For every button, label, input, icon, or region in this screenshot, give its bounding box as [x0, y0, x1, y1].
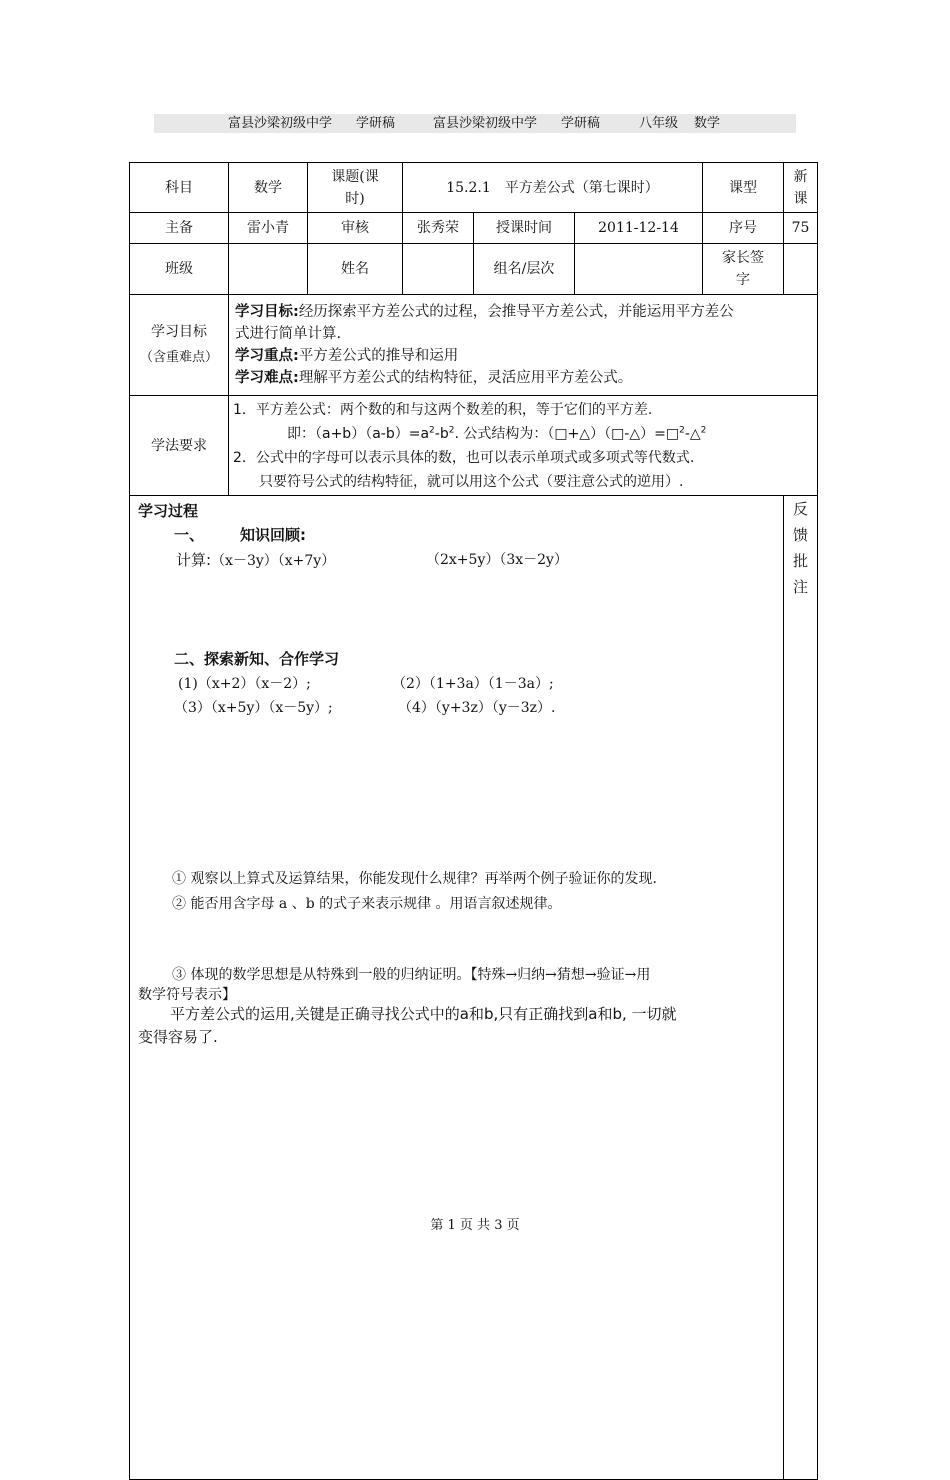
formula-sup-3: 2	[679, 424, 685, 435]
section-1-number: 一、	[174, 526, 205, 544]
row-lead	[130, 213, 818, 244]
name-label: 姓名	[308, 244, 403, 295]
question-3-line-1: ③ 体现的数学思想是从特殊到一般的归纳证明。【特殊→归纳→猜想→验证→用	[172, 967, 651, 983]
example-4: （4）（y+3z）（y－3z）.	[398, 700, 556, 716]
method-label: 学法要求	[130, 396, 229, 496]
lead-label: 主备	[130, 213, 229, 244]
feedback-char-4: 注	[792, 578, 808, 596]
type-label: 课型	[703, 163, 784, 213]
formula-part-b: -b	[434, 425, 449, 442]
topic-label-line-1: 课题(课	[331, 168, 379, 185]
note-line-2: 变得容易了.	[138, 1028, 218, 1046]
goals-content	[229, 295, 818, 396]
group-value	[575, 244, 703, 295]
lesson-plan-table	[129, 162, 818, 1480]
type-value-line-2: 课	[793, 190, 808, 207]
difficulty-text: 理解平方差公式的结构特征，灵活应用平方差公式。	[298, 370, 633, 386]
calc-label: 计算:	[176, 551, 212, 569]
formula-sup-1: 2	[429, 424, 435, 435]
example-1: (1)（x+2）（x－2）;	[178, 676, 311, 692]
formula-sup-2: 2	[448, 424, 455, 435]
example-3: （3）（x+5y）（x－5y）;	[174, 700, 333, 716]
feedback-char-2: 馈	[792, 526, 808, 544]
feedback-char-3: 批	[792, 552, 808, 570]
type-value	[784, 163, 818, 213]
key-point-text: 平方差公式的推导和运用	[298, 348, 459, 364]
difficulty-title: 学习难点:	[235, 370, 299, 386]
topic-value: 15.2.1 平方差公式（第七课时）	[403, 163, 703, 213]
name-value	[403, 244, 474, 295]
question-1: ① 观察以上算式及运算结果，你能发现什么规律？再举两个例子验证你的发现.	[172, 871, 657, 887]
process-title: 学习过程	[138, 502, 199, 520]
method-line-2	[233, 422, 817, 446]
type-value-line-1: 新	[793, 168, 808, 185]
formula-part-d: -△	[684, 425, 701, 442]
formula-sup-4: 2	[700, 424, 707, 435]
row-method	[130, 396, 818, 496]
lead-value: 雷小青	[229, 213, 308, 244]
goals-label: 学习目标	[151, 324, 207, 340]
goals-label-cell	[130, 295, 229, 396]
topic-label	[308, 163, 403, 213]
question-2: ② 能否用含字母 a 、b 的式子来表示规律 。用语言叙述规律。	[172, 896, 562, 912]
page-header	[154, 114, 796, 133]
page-footer: 第 1 页 共 3 页	[430, 1218, 520, 1233]
calc-expression-1: （x－3y）（x+7y）	[211, 553, 336, 569]
formula-part-a: 即：（a+b）（a-b）=a	[287, 425, 430, 442]
parent-sign-value	[784, 244, 818, 295]
section-2-title: 二、探索新知、合作学习	[174, 650, 340, 668]
header-school-1: 富县沙梁初级中学	[228, 116, 333, 131]
group-label: 组名/层次	[474, 244, 575, 295]
process-content	[130, 496, 784, 1480]
review-label: 审核	[308, 213, 403, 244]
parent-sign-line-2: 字	[736, 272, 750, 288]
example-2: （2）（1+3a）（1－3a）;	[392, 676, 554, 692]
parent-sign-line-1: 家长签	[722, 250, 764, 266]
review-value: 张秀荣	[403, 213, 474, 244]
goal-text-1: 经历探索平方差公式的过程，会推导平方差公式，并能运用平方差公	[298, 304, 734, 320]
class-value	[229, 244, 308, 295]
method-content	[229, 396, 818, 496]
feedback-column	[784, 496, 818, 1480]
row-process	[130, 496, 818, 1480]
method-line-3: 2．公式中的字母可以表示具体的数，也可以表示单项式或多项式等代数式.	[233, 449, 695, 466]
calc-expression-2: （2x+5y）（3x－2y）	[426, 552, 568, 568]
topic-label-line-2: 时)	[345, 190, 365, 207]
seq-label: 序号	[703, 213, 784, 244]
formula-part-c: . 公式结构为：（□+△）（□-△）=□	[454, 425, 680, 442]
time-value: 2011-12-14	[575, 213, 703, 244]
header-doc-1: 学研稿	[356, 116, 396, 131]
section-1-title: 知识回顾:	[240, 526, 306, 544]
question-3-line-2: 数学符号表示】	[138, 987, 236, 1003]
seq-value: 75	[784, 213, 818, 244]
method-line-4: 只要符号公式的结构特征，就可以用这个公式（要注意公式的逆用）.	[259, 473, 684, 490]
parent-sign-label	[703, 244, 784, 295]
class-label: 班级	[130, 244, 229, 295]
time-label: 授课时间	[474, 213, 575, 244]
goal-title: 学习目标:	[235, 304, 299, 320]
header-school-2: 富县沙梁初级中学	[433, 116, 538, 131]
row-goals	[130, 295, 818, 396]
method-line-1: 1．平方差公式：两个数的和与这两个数差的积，等于它们的平方差.	[233, 401, 653, 418]
feedback-char-1: 反	[792, 500, 808, 518]
header-subject: 数学	[694, 116, 721, 131]
calc-line	[176, 549, 335, 572]
row-class	[130, 244, 818, 295]
subject-label: 科目	[130, 163, 229, 213]
goals-sublabel: （含重难点）	[139, 350, 218, 365]
header-doc-2: 学研稿	[561, 116, 601, 131]
goal-text-2: 式进行简单计算.	[235, 326, 342, 342]
subject-value: 数学	[229, 163, 308, 213]
header-grade: 八年级	[639, 116, 679, 131]
row-subject	[130, 163, 818, 213]
note-line-1: 平方差公式的运用,关键是正确寻找公式中的a和b,只有正确找到a和b, 一切就	[170, 1005, 677, 1023]
key-point-title: 学习重点:	[235, 348, 299, 364]
